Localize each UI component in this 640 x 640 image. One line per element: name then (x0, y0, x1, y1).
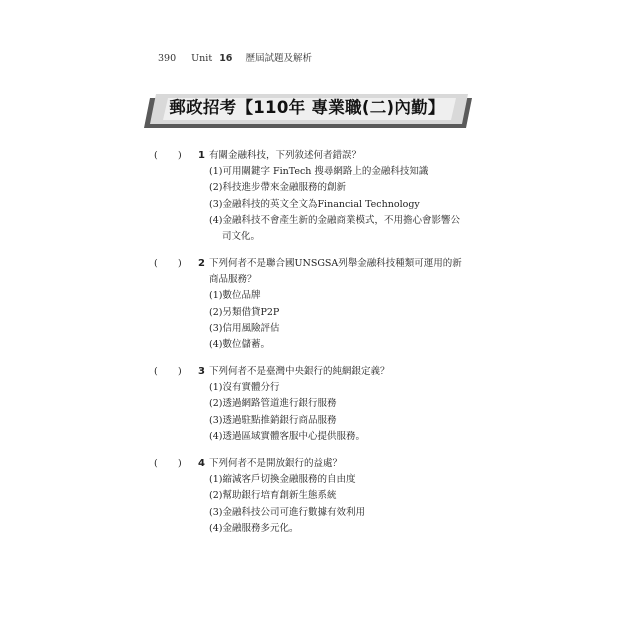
option-4: (4)金融科技不會產生新的金融商業模式，不用擔心會影響公 (209, 214, 460, 226)
option-3: (3)透過駐點推銷銀行商品服務 (209, 414, 337, 426)
option-1: (1)沒有實體分行 (209, 382, 280, 394)
answer-paren-close: ) (178, 150, 182, 161)
option-2: (2)科技進步帶來金融服務的創新 (209, 182, 346, 194)
answer-paren-close: ) (178, 366, 182, 377)
question-number: 1 (198, 150, 205, 161)
answer-paren-open: ( (154, 458, 158, 469)
option-3: (3)信用風險評估 (209, 322, 280, 334)
unit-label: Unit (191, 53, 213, 64)
question-text-continuation: 商品服務？ (209, 274, 257, 286)
question-text: 下列何者不是聯合國UNSGSA列舉金融科技種類可運用的新 (209, 258, 462, 269)
question-number: 2 (198, 258, 205, 269)
page-number: 390 (158, 53, 177, 64)
question-text: 下列何者不是臺灣中央銀行的純網銀定義？ (209, 366, 390, 377)
question-text: 有關金融科技，下列敘述何者錯誤？ (209, 150, 362, 161)
option-1: (1)可用關鍵字 FinTech 搜尋網路上的金融科技知識 (209, 166, 429, 178)
option-1: (1)縮減客戶切換金融服務的自由度 (209, 474, 356, 486)
unit-number: 16 (219, 53, 233, 64)
question-3 (154, 364, 494, 445)
exam-title-banner (142, 94, 472, 128)
option-4: (4)金融服務多元化。 (209, 522, 299, 534)
option-2: (2)幫助銀行培育創新生態系統 (209, 490, 337, 502)
option-4: (4)數位儲蓄。 (209, 339, 270, 350)
question-2 (154, 256, 494, 353)
answer-paren-open: ( (154, 258, 158, 269)
option-3: (3)金融科技公司可進行數據有效利用 (209, 506, 365, 518)
answer-paren-close: ) (178, 258, 182, 269)
answer-paren-open: ( (154, 150, 158, 161)
section-title: 歷屆試題及解析 (245, 53, 312, 64)
question-number: 3 (198, 366, 205, 377)
option-4: (4)透過區域實體客服中心提供服務。 (209, 430, 365, 442)
answer-paren-close: ) (178, 458, 182, 469)
option-2: (2)透過網路管道進行銀行服務 (209, 398, 337, 410)
question-text: 下列何者不是開放銀行的益處？ (209, 458, 343, 469)
question-4 (154, 456, 494, 537)
option-1: (1)數位品牌 (209, 290, 261, 302)
option-4-continuation: 司文化。 (222, 231, 261, 242)
option-3: (3)金融科技的英文全文為Financial Technology (209, 198, 420, 210)
page-header (158, 50, 312, 64)
question-number: 4 (198, 458, 205, 469)
question-1 (154, 148, 494, 245)
option-2: (2)另類借貸P2P (209, 306, 280, 318)
exam-title: 郵政招考【110年 專業職(二)內勤】 (169, 98, 445, 117)
answer-paren-open: ( (154, 366, 158, 377)
